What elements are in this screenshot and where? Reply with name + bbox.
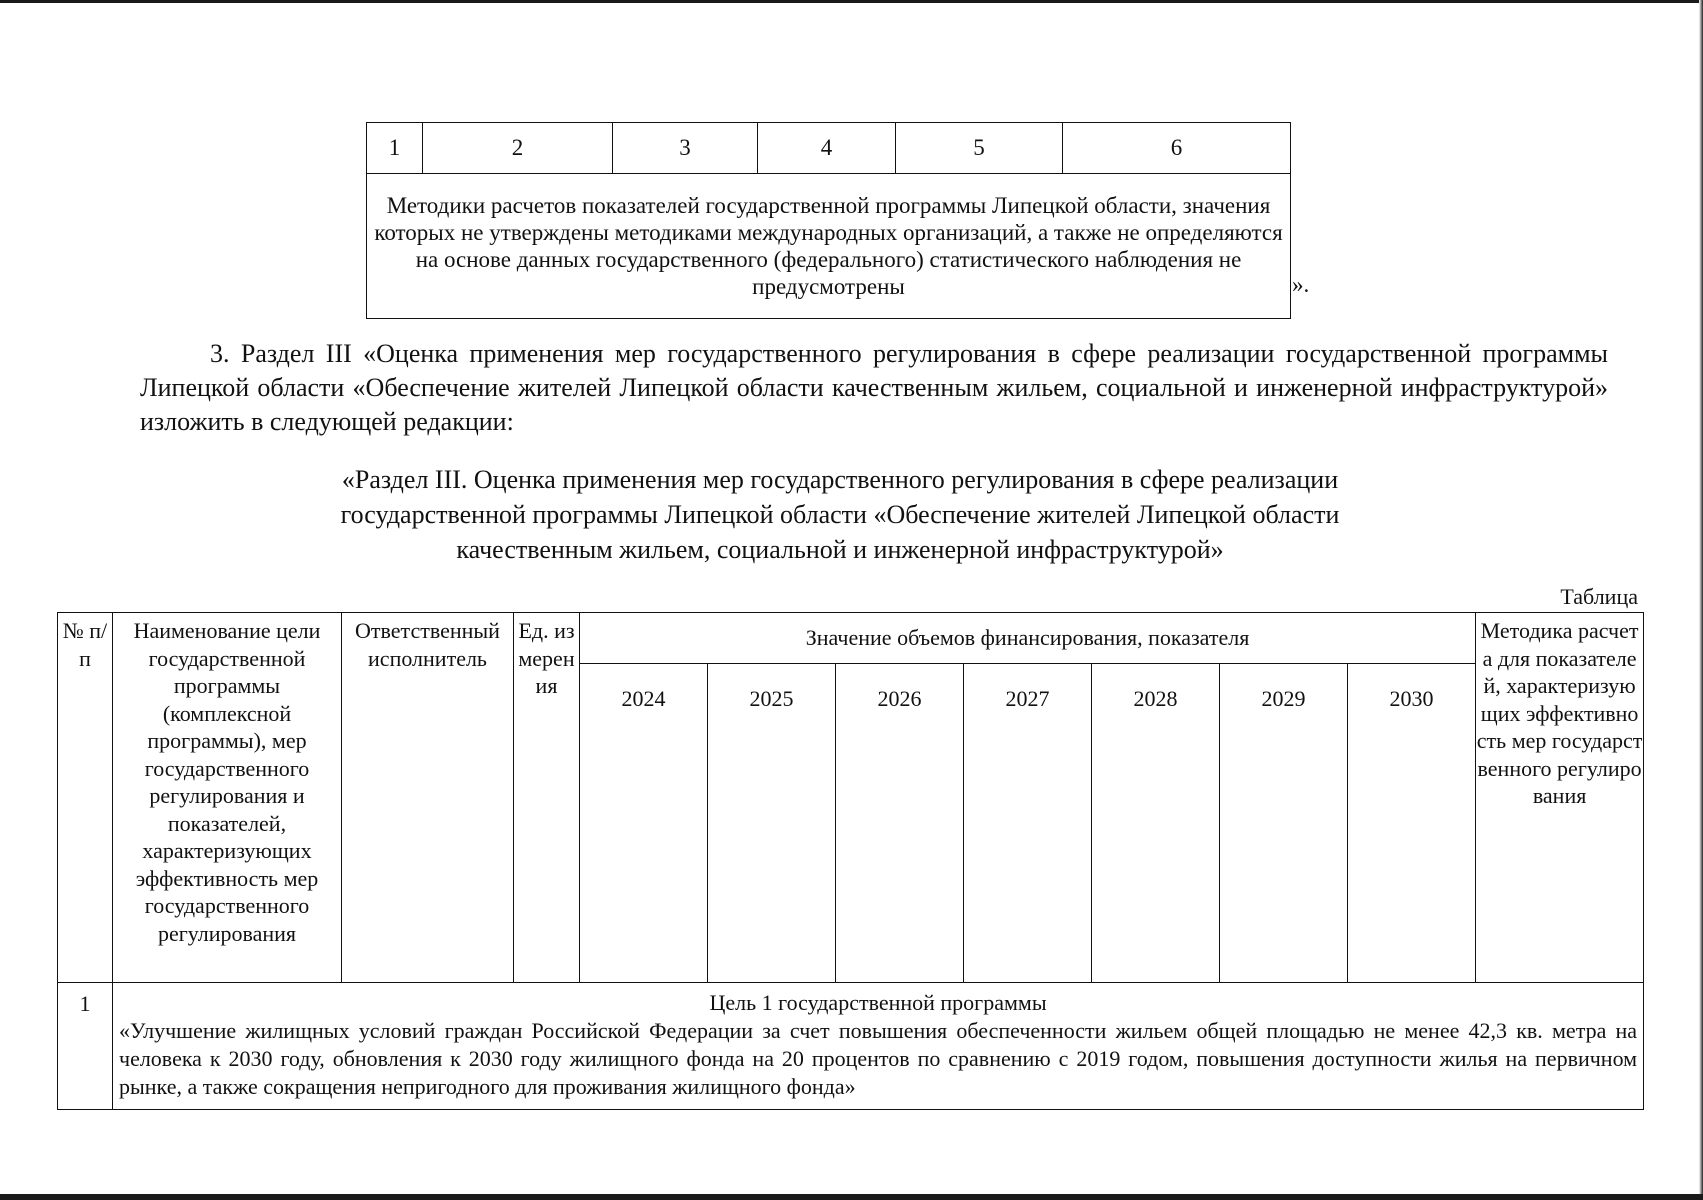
amendment-paragraph: 3. Раздел III «Оценка применения мер государственного регулирования в сфере реализации государственной программы Липецкой области «Обеспечение жителей Липецкой области качественным жильем, социальной и инженерной инфраструктурой» изложить в следующей редакции: — [140, 339, 1608, 436]
header-method: Методика расчета для показателей, характеризующих эффективность мер государственного регулирования — [1476, 613, 1644, 983]
row-number: 1 — [58, 983, 113, 1110]
year-header: 2024 — [580, 664, 708, 983]
section-title — [240, 462, 1440, 567]
scan-edge-top — [0, 0, 1703, 3]
year-header: 2025 — [708, 664, 836, 983]
column-number: 5 — [896, 123, 1063, 174]
section-title-line: «Раздел III. Оценка применения мер государственного регулирования в сфере реализации — [341, 465, 1339, 494]
scan-edge-right — [1699, 0, 1703, 1200]
year-header: 2026 — [836, 664, 964, 983]
column-number: 1 — [367, 123, 423, 174]
scan-edge-bottom — [0, 1194, 1703, 1200]
header-values-group: Значение объемов финансирования, показателя — [580, 613, 1476, 664]
closing-quote: ». — [1292, 272, 1310, 297]
header-unit: Ед. измерения — [514, 613, 580, 983]
table-row — [58, 983, 1644, 1110]
year-header: 2027 — [964, 664, 1092, 983]
header-responsible: Ответственный исполнитель — [342, 613, 514, 983]
column-number: 3 — [613, 123, 758, 174]
goal-text: «Улучшение жилищных условий граждан Российской Федерации за счет повышения обеспеченности жильем общей площадью не менее 42,3 кв. метра на человека к 2030 году, обновления к 2030 году жилищного фонда на 20 процентов по сравнению с 2019 годом, повышения доступности жилья на первичном рынке, а также сокращения непригодного для проживания жилищного фонда» — [119, 1018, 1638, 1099]
main-table — [57, 612, 1644, 1110]
year-header: 2030 — [1348, 664, 1476, 983]
goal-description — [113, 983, 1644, 1110]
column-number: 4 — [758, 123, 896, 174]
header-num: № п/п — [58, 613, 113, 983]
methodology-note: Методики расчетов показателей государственной программы Липецкой области, значения которых не утверждены методиками международных организаций, а также не определяются на основе данных государственного (федерального) статистического наблюдения не предусмотрены — [367, 174, 1291, 319]
header-row — [58, 613, 1644, 664]
column-number-row — [367, 123, 1291, 174]
column-number: 6 — [1063, 123, 1291, 174]
goal-title: Цель 1 государственной программы — [709, 990, 1047, 1015]
table-caption: Таблица — [1560, 584, 1638, 609]
year-header: 2028 — [1092, 664, 1220, 983]
column-number: 2 — [423, 123, 613, 174]
section-title-line: качественным жильем, социальной и инженерной инфраструктурой» — [456, 535, 1224, 564]
top-table — [366, 122, 1291, 319]
year-header: 2029 — [1220, 664, 1348, 983]
section-title-line: государственной программы Липецкой области «Обеспечение жителей Липецкой области — [340, 500, 1340, 529]
header-name: Наименование цели государственной программы (комплексной программы), мер государственного регулирования и показателей, характеризующих эффективность мер государственного регулирования — [113, 613, 342, 983]
